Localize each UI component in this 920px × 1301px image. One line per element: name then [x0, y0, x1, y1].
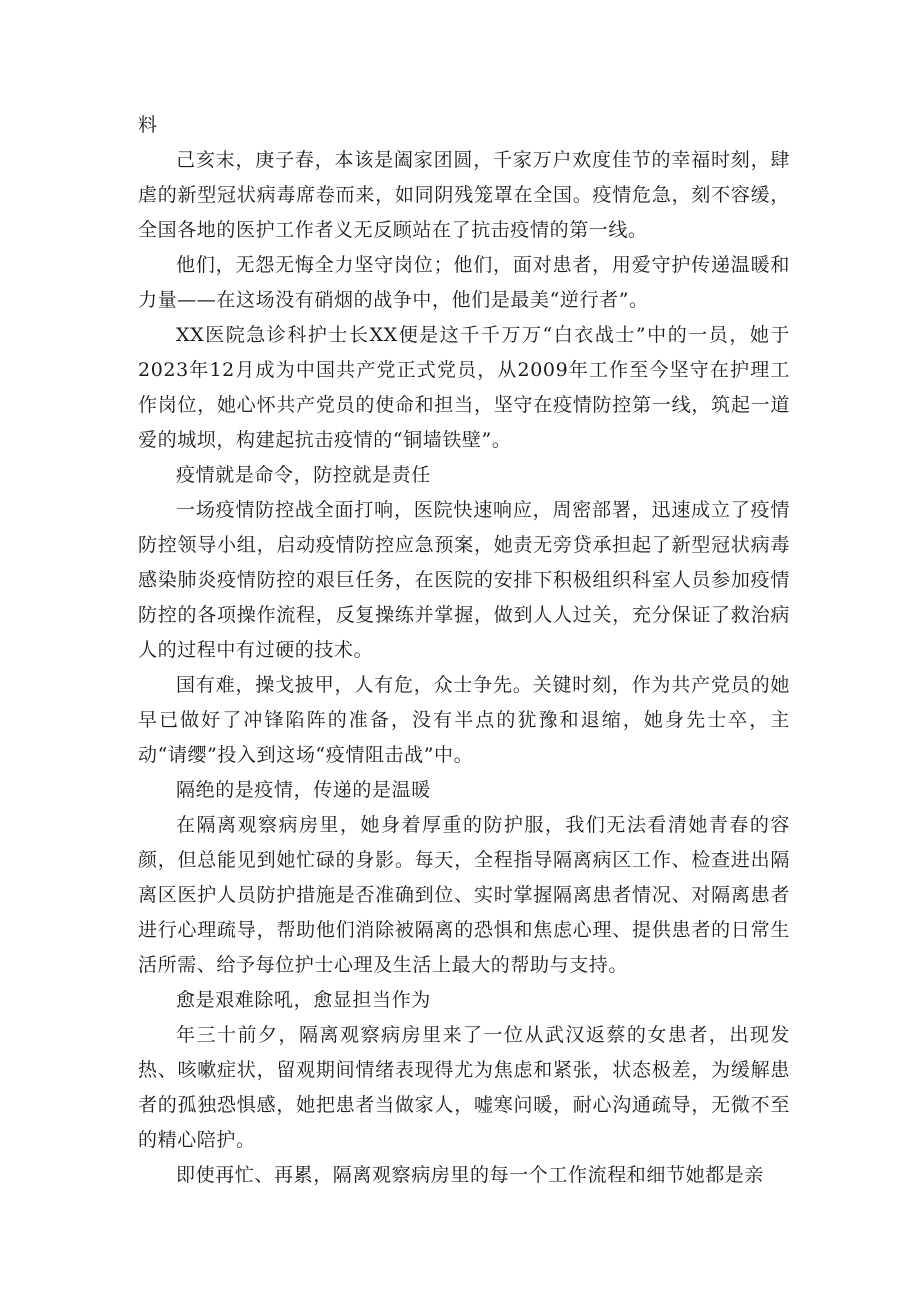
paragraph-volunteer: 国有难，操戈披甲，人有危，众士争先。关键时刻，作为共产党员的她早已做好了冲锋陷阵的准备，没有半点的犹豫和退缩，她身先士卒，主动“请缨”投入到这场“疫情阻击战”中。 — [138, 674, 790, 766]
paragraph-intro: 己亥末，庚子春，本该是阖家团圆，千家万户欢度佳节的幸福时刻，肆虐的新型冠状病毒席卷而来，如同阴残笼罩在全国。疫情危急，刻不容缓，全国各地的医护工作者义无反顾站在了抗击疫情的第一线。 — [138, 149, 790, 241]
paragraph-retrograders: 他们，无怨无悔全力坚守岗位；他们，面对患者，用爱守护传递温暖和力量——在这场没有硝烟的战争中，他们是最美“逆行者”。 — [138, 254, 790, 311]
document-page — [138, 108, 790, 1193]
lead-fragment: 料 — [138, 114, 158, 136]
section-heading-responsibility: 愈是艰难除吼，愈显担当作为 — [176, 989, 431, 1011]
paragraph-new-year-eve: 年三十前夕，隔离观察病房里来了一位从武汉返蔡的女患者，出现发热、咳嗽症状，留观期间情绪表现得尤为焦虑和紧张，状态极差，为缓解患者的孤独恐惧感，她把患者当做家人，嘘寒问暖，耐心沟通疏导，无微不至的精心陪护。 — [138, 1024, 790, 1151]
paragraph-isolation-ward: 在隔离观察病房里，她身着厚重的防护服，我们无法看清她青春的容颜，但总能见到她忙碌的身影。每天，全程指导隔离病区工作、检查进出隔离区医护人员防护措施是否准确到位、实时掌握隔离患者情况、对隔离患者进行心理疏导，帮助他们消除被隔离的恐惧和焦虑心理、提供患者的日常生活所需、给予每位护士心理及生活上最大的帮助与支持。 — [138, 814, 790, 976]
paragraph-nurse-profile: XX医院急诊科护士长XX便是这千千万万“白衣战士”中的一员，她于2023年12月成为中国共产党正式党员，从2009年工作至今坚守在护理工作岗位，她心怀共产党员的使命和担当，坚守在疫情防控第一线，筑起一道爱的城坝，构建起抗击疫情的“铜墙铁壁”。 — [138, 324, 790, 451]
section-heading-command: 疫情就是命令，防控就是责任 — [176, 464, 431, 486]
paragraph-prevention-battle: 一场疫情防控战全面打响，医院快速响应，周密部署，迅速成立了疫情防控领导小组，启动疫情防控应急预案，她责无旁贷承担起了新型冠状病毒感染肺炎疫情防控的艰巨任务，在医院的安排下积极组织科室人员参加疫情防控的各项操作流程，反复操练并掌握，做到人人过关，充分保证了救治病人的过程中有过硬的技术。 — [138, 499, 790, 661]
section-heading-warmth: 隔绝的是疫情，传递的是温暖 — [176, 779, 431, 801]
paragraph-continued: 即使再忙、再累，隔离观察病房里的每一个工作流程和细节她都是亲 — [176, 1164, 765, 1186]
